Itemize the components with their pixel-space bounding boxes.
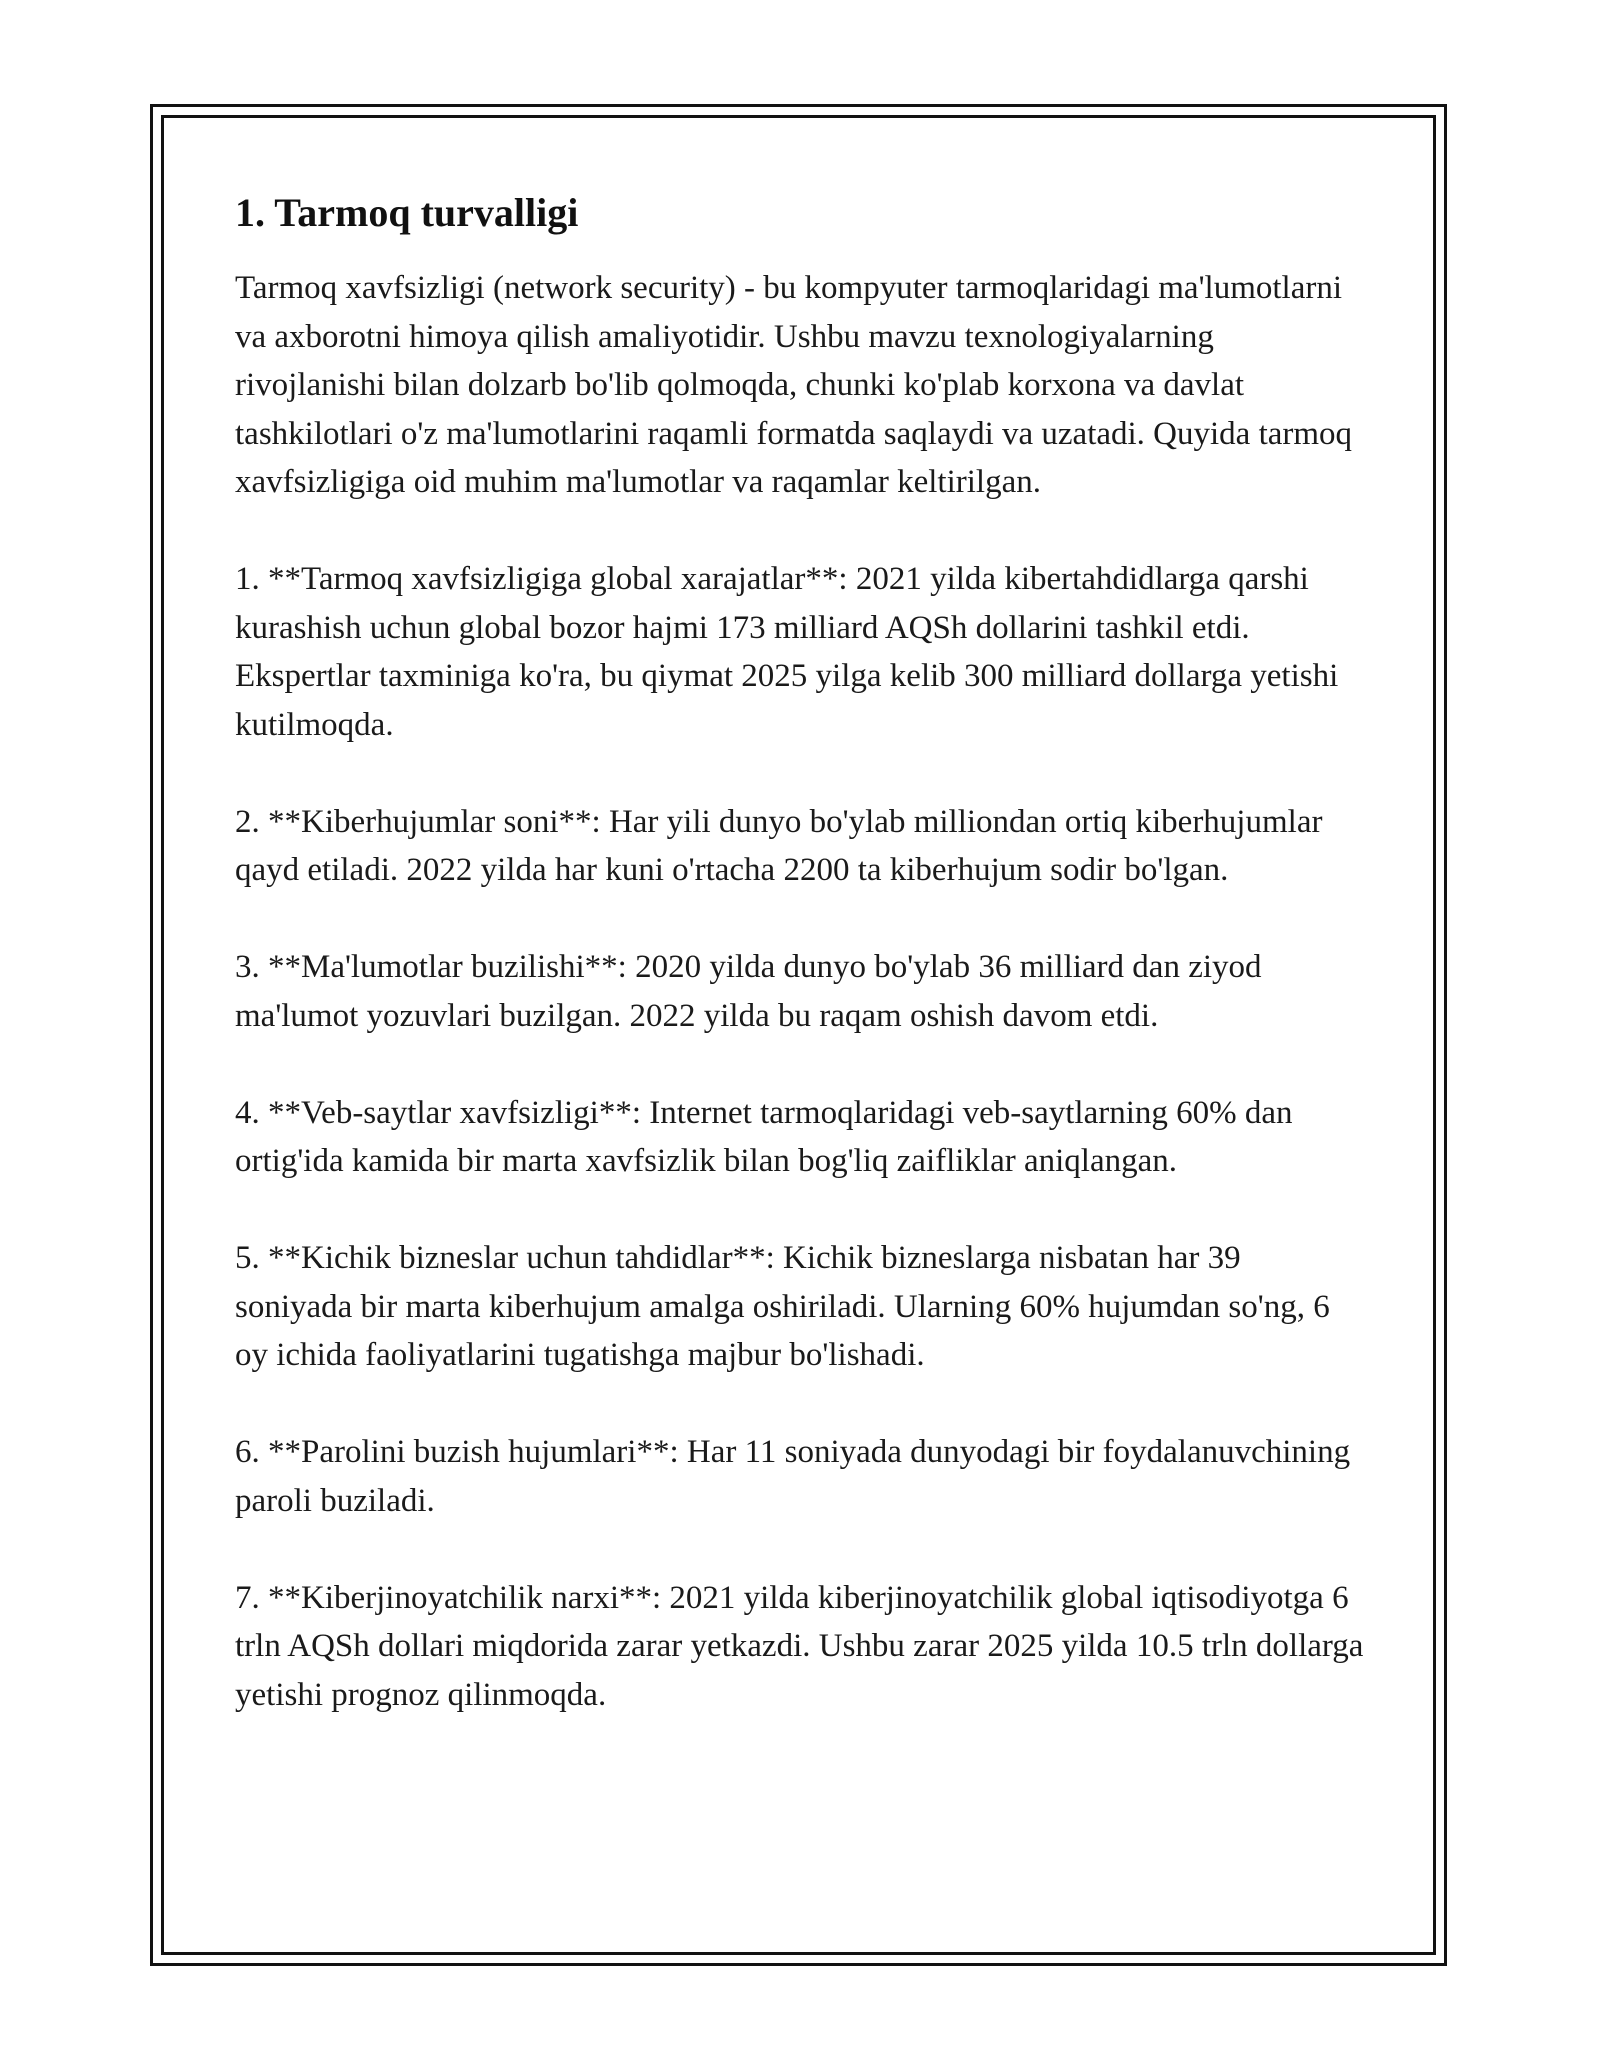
list-item: 6. **Parolini buzish hujumlari**: Har 11 soniyada dunyodagi bir foydalanuvchining paroli buziladi. — [235, 1434, 1351, 1519]
document-body — [235, 188, 1365, 1768]
section-heading: 1. Tarmoq turvalligi — [235, 190, 579, 235]
list-item: 3. **Ma'lumotlar buzilishi**: 2020 yilda dunyo bo'ylab 36 milliard dan ziyod ma'lumot yozuvlari buzilgan. 2022 yilda bu raqam oshish davom etdi. — [235, 949, 1262, 1034]
intro-paragraph: Tarmoq xavfsizligi (network security) - bu kompyuter tarmoqlaridagi ma'lumotlarni va axborotni himoya qilish amaliyotidir. Ushbu mavzu texnologiyalarning rivojlanishi bilan dolzarb bo'lib qolmoqda, chunki ko'plab korxona va davlat tashkilotlari o'z ma'lumotlarini raqamli formatda saqlaydi va uzatadi. Quyida tarmoq xavfsizligiga oid muhim ma'lumotlar va raqamlar keltirilgan. — [235, 270, 1353, 500]
list-item: 5. **Kichik bizneslar uchun tahdidlar**: Kichik bizneslarga nisbatan har 39 soniyada bir marta kiberhujum amalga oshiriladi. Ularning 60% hujumdan so'ng, 6 oy ichida faoliyatlarini tugatishga majbur bo'lishadi. — [235, 1240, 1330, 1373]
list-item: 4. **Veb-saytlar xavfsizligi**: Internet tarmoqlaridagi veb-saytlarning 60% dan ortig'ida kamida bir marta xavfsizlik bilan bog'liq zaifliklar aniqlangan. — [235, 1094, 1293, 1179]
list-item: 1. **Tarmoq xavfsizligiga global xarajatlar**: 2021 yilda kibertahdidlarga qarshi kurashish uchun global bozor hajmi 173 milliard AQSh dollarini tashkil etdi. Ekspertlar taxminiga ko'ra, bu qiymat 2025 yilga kelib 300 milliard dollarga yetishi kutilmoqda. — [235, 561, 1339, 743]
list-item: 7. **Kiberjinoyatchilik narxi**: 2021 yilda kiberjinoyatchilik global iqtisodiyotga 6 trln AQSh dollari miqdorida zarar yetkazdi. Ushbu zarar 2025 yilda 10.5 trln dollarga yetishi prognoz qilinmoqda. — [235, 1579, 1364, 1713]
list-item: 2. **Kiberhujumlar soni**: Har yili dunyo bo'ylab milliondan ortiq kiberhujumlar qayd etiladi. 2022 yilda har kuni o'rtacha 2200 ta kiberhujum sodir bo'lgan. — [235, 803, 1323, 888]
